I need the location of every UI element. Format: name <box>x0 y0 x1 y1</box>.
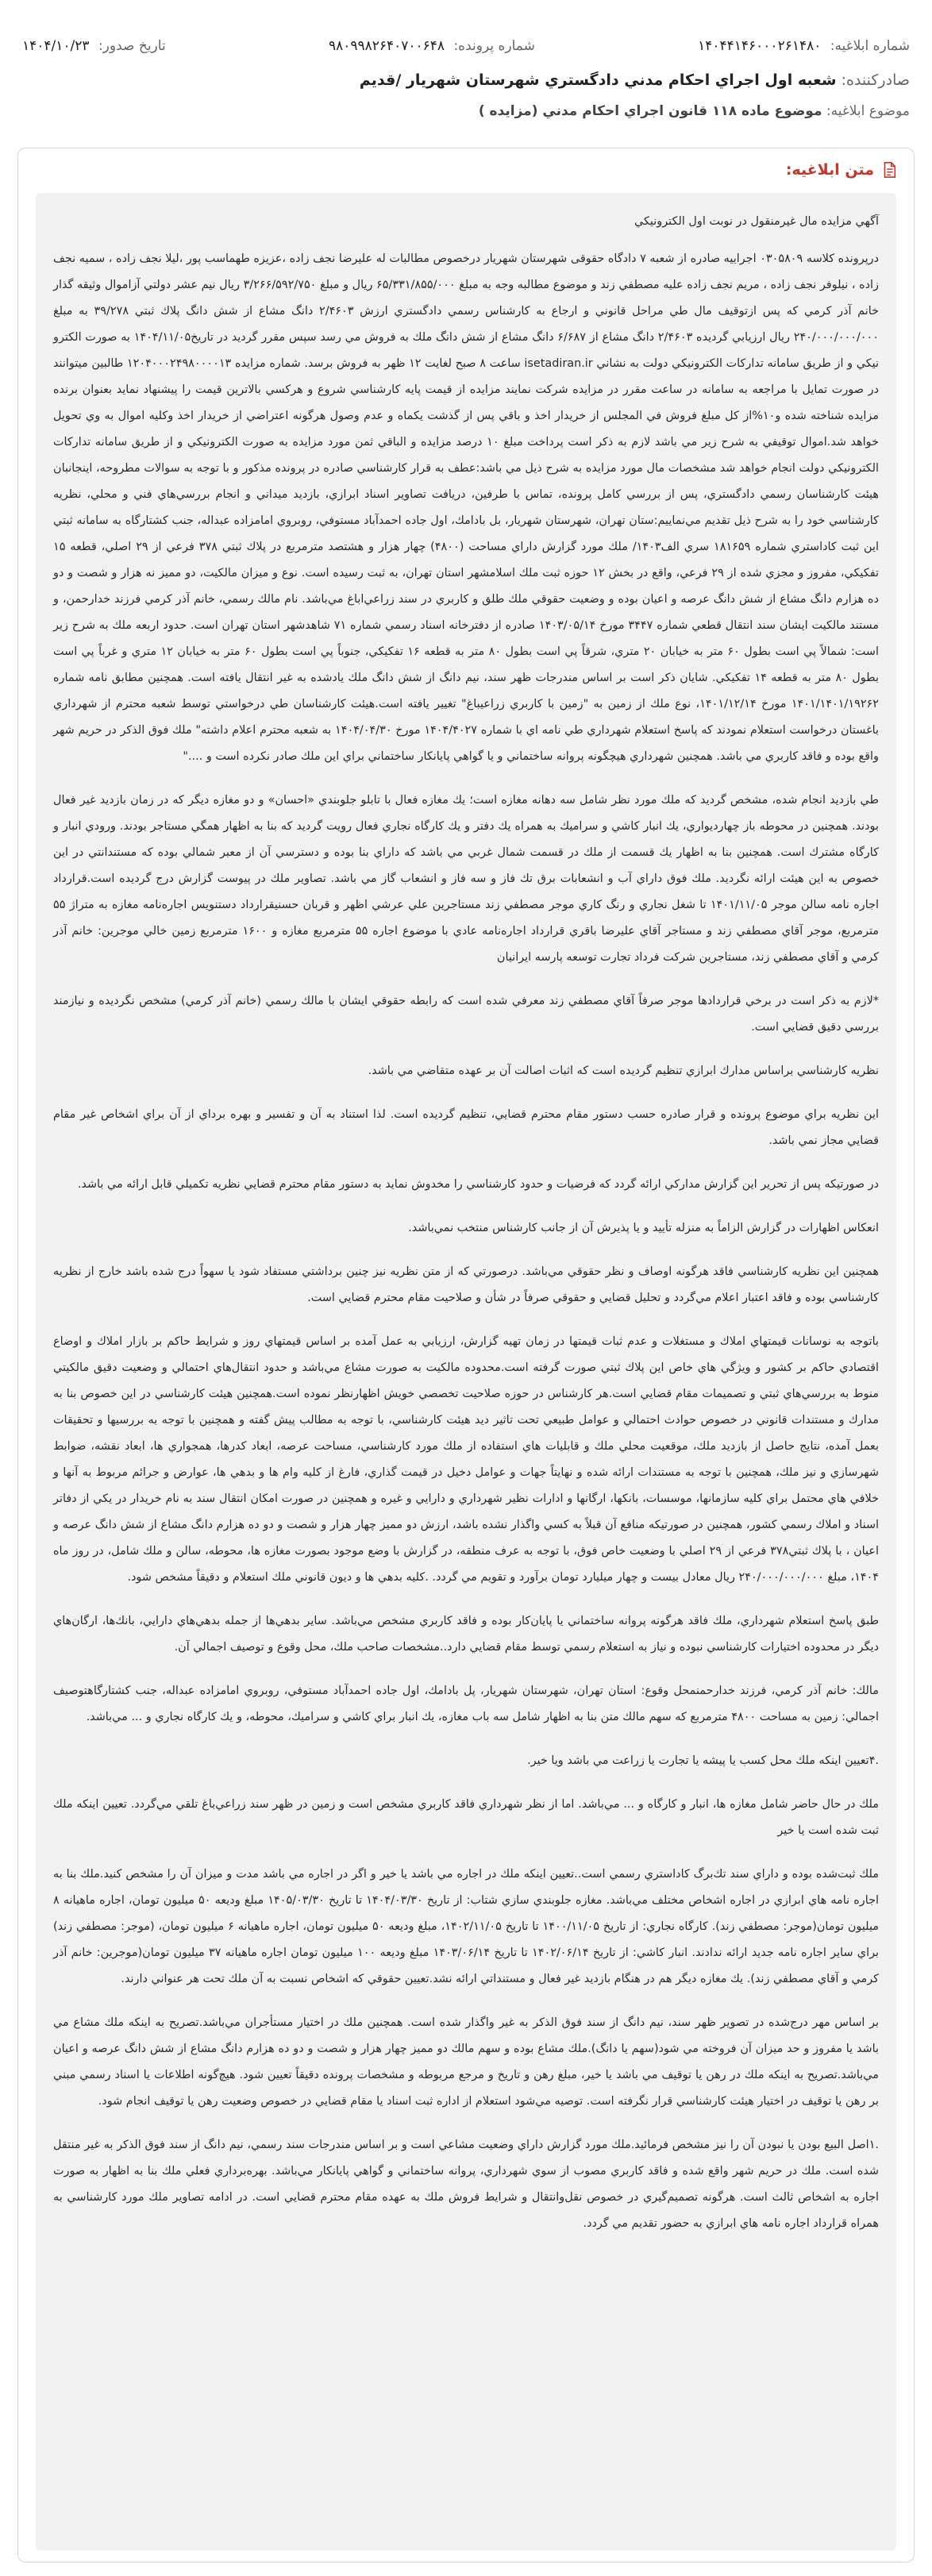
subject-label: موضوع ابلاغیه: <box>826 103 910 119</box>
subject-value: موضوع ماده ۱۱۸ قانون اجراي احكام مدني (مزايده ) <box>478 103 822 119</box>
notice-text-body <box>36 193 896 2551</box>
paragraph: *لازم به ذكر است در برخي قراردادها موجر صرفاً آقاي مصطفي زند معرفي شده است كه رابطه حقوقي ايشان با مالك رسمي (خانم آذر كرمي) مشخص نگرديده و نيازمند بررسي دقيق قضايي است. <box>53 995 879 1034</box>
issuer-label: صادرکننده: <box>841 71 910 89</box>
notice-meta-row <box>22 38 910 54</box>
issue-date-value: ۱۴۰۴/۱۰/۲۳ <box>22 38 90 54</box>
paragraph: طي بازديد انجام شده، مشخص گرديد كه ملك مورد نظر شامل سه دهانه مغازه است؛ يك مغازه فعال با تابلو جلوبندي «احسان» و دو مغازه ديگر كه در زمان بازديد غير فعال بودند. همچنين در محوطه باز چهاردیواري، يك انبار كاشي و سراميك به همراه يك دفتر و يك كارگاه نجاري فعال رويت گرديد كه بنا به اظهار همگي مستاجر بودند. ورودي انبار و كارگاه مشترك است. همچنين بنا به اظهار يك قسمت از ملك در قسمت شمال غربي مي باشد كه داراي بنا بوده و دسترسي آن از معبر شمالي بوده كه مستندانتي در اين خصوص به اين هيئت ارائه نگرديد. ملك فوق داراي آب و انشعابات برق تك فاز و سه فاز و انشعاب گاز مي باشد. تصاوير ملك در پيوست گزارش درج گرديده است.قرارداد اجاره نامه سالن موجر ۱۴۰۱/۱۱/۰۵ تا شغل نجاري و رنگ كاري موجر مصطفي زند مستاجرين علي عرشي اظهر و قربان حسنيقرارداد دستنويس اجاره‌نامه مغازه به متراژ ۵۵ مترمربع، موجر آقاي مصطفي زند و مستاجر آقاي عليرضا باقري قرارداد اجاره‌نامه عادي با موضوع اجاره ۵۵ مترمربع مغازه و ۱۶۰۰ مترمربع زمين خالي موجرين: خانم آذر كرمي و آقاي مصطفي زند، مستاجرين شركت فرداد تجارت توسعه پارسه ايرانيان <box>53 794 879 964</box>
paragraph: .۱اصل البيع بودن يا نبودن آن را نيز مشخص فرمائيد.ملك مورد گزارش داراي وضعيت مشاعي است و بر اساس مندرجات سند رسمي، نيم دانگ از سند فوق الذكر به غير منتقل شده است. ملك در حريم شهر واقع شده و فاقد كاربري مصوب از سوي شهرداري، پروانه ساختماني و گواهي پايانكار مي‌باشد. بهره‌برداري فعلي ملك بنا به اظهار به صورت اجاره به اشخاص ثالث است. هرگونه تصميم‌گيري در خصوص نقل‌وانتقال و شرايط فروش ملك به عهده مقام محترم قضايي است. در ادامه تصاوير ملك مورد كارشناسي به همراه قرارداد اجاره نامه هاي ابرازي به حضور تقديم مي گردد. <box>53 2139 879 2230</box>
paragraph: درپرونده كلاسه ۰۳۰۵۸۰۹ اجراييه صادره از شعبه ۷ دادگاه حقوقی شهرستان شهريار درخصوص مطالبات له عليرضا نجف زاده ،عزيزه طهماسب پور ،ليلا نجف زاده ، سميه نجف زاده ، نيلوفر نجف زاده ، مريم نجف زاده عليه مصطفي زند و موضوع مطالبه وجه به مبلغ ۶۵/۳۳۱/۸۵۵/۰۰۰ ريال و مبلغ ۳/۲۶۶/۵۹۲/۷۵۰ ريال نيم عشر دولتي آزاموال وثيقه گذار خانم آذر كرمي كه پس ازتوقيف مال طي مراحل قانوني و ارجاع به كارشناس رسمي دادگستري ارزش ۲/۴۶۰۳ دانگ مشاع از شش دانگ پلاك ثبتي ۳۹/۲۷۸ به مبلغ ۲۴۰/۰۰۰/۰۰۰/۰۰۰ ريال ارزيابي گرديده ۲/۴۶۰۳ دانگ مشاع از ۶/۶۸۷ دانگ مشاع از شش دانگ ملك به فروش مي رسد سپس مقرر گرديد در تاريخ۱۴۰۴/۱۱/۰۵ به صورت الكترو نيكي و از طريق سامانه تداركات الكترونيكي دولت به نشاني isetadiran.ir ساعت ۸ صبح لغايت ۱۲ ظهر به فروش برسد. شماره مزايده ۱۲۰۴۰۰۰۲۴۹۸۰۰۰۰۱۳ طالبين ميتوانند در صورت تمايل با مراجعه به سامانه در ساعت مقرر در مزايده شركت نمايند مزايده از قيمت پايه كارشناسي شروع و هركسي بالاترين قيمت را پيشنهاد نمايد بعنوان برنده مزايده شناخته شده و۱۰%از كل مبلغ فروش في المجلس از خريدار اخذ و باقي پس از گذشت يكماه و عدم وصول هرگونه اعتراضي از خريدار اخذ وكليه اموال به وي تحويل خواهد شد.اموال توقيفي به شرح زير مي باشد لازم به ذكر است پرداخت مبلغ ۱۰ درصد مزايده و الباقي ثمن مورد مزايده به صورت الكترونيكي و از طريق سامانه تداركات الكترونيكي دولت انجام خواهد شد مشخصات مال مورد مزايده به شرح ذيل مي باشد:عطف به قرار كارشناسي صادره در پرونده مذكور و با توجه به سوالات مطروحه، اينجانبان هيئت كارشناسان رسمي دادگستري، پس از بررسي كامل پرونده، تماس با طرفين، دريافت تصاوير اسناد ابرازي، بازديد ميداني و انجام بررسي‌هاي فني و محلي، نظريه كارشناسي خود را به شرح ذيل تقديم مي‌نماييم:ستان تهران، شهرستان شهريار، بل بادامك، اول جاده احمدآباد مستوفي، روبروي امامزاده عبداله، جنب كشتارگاه به سامانه ثبتي اين ثبت كاداستري شماره ۱۸۱۶۵۹ سري الف۱۴۰۳/ ملك مورد گزارش داراي مساحت (۴۸۰۰) چهار هزار و هشتصد مترمربع در پلاك ثبتي ۳۷۸ فرعي از ۲۹ اصلي، قطعه ۱۵ تفكيكي، مفروز و مجزي شده از ۲۹ فرعي، واقع در بخش ۱۲ حوزه ثبت ملك اسلامشهر استان تهران، به ثبت رسيده است. نوع و ميزان مالكيت، دو مميز نه هزار و شصت و دو ده هزارم دانگ مشاع از شش دانگ عرصه و اعيان بوده و وضعيت حقوقي ملك طلق و كاربري در سند زراعي‌اباغ مي‌باشد. نام مالك رسمي، خانم آذر كرمي فرزند خدارحمن، و مستند مالكيت ايشان سند انتقال قطعي شماره ۳۴۴۷ مورخ ۱۴۰۳/۰۵/۱۴ صادره از دفترخانه اسناد رسمي شماره ۷۱ شاهدشهر استان تهران است. حدود اربعه ملك به شرح زير است: شمالاً پي است بطول ۶۰ متر به خيابان ۲۰ متري، شرقاً پي است بطول ۸۰ متر به قطعه ۱۶ تفكيكي، جنوباً پي است بطول ۶۰ متر به خيابان ۱۲ متري و غرباً پي است بطول ۸۰ متر به قطعه ۱۴ تفكيكي. شايان ذكر است بر اساس مندرجات ظهر سند، نيم دانگ از شش دانگ ملك يادشده به غير انتقال يافته است. همچنين مطابق نامه شماره ۱۴۰۱/۱۴۰۱/۱۹۲۶۲ مورخ ۱۴۰۱/۱۲/۱۴، نوع ملك از زمين به "زمين با كاربري زراعيباغ" تغيير يافته است.هيئت كارشناسان طي درخواستي توسط شعبه محترم از شهرداري باغستان درخواست استعلام نمودند كه پاسخ استعلام شهرداري طي نامه اي با شماره ۱۴۰۴/۴۰۲۷ مورخ ۱۴۰۴/۰۴/۳۰ به شعبه محترم اعلام داشته" ملك فوق الذكر در حريم شهر واقع بوده و فاقد كاربري مي باشد. همچنين شهرداري هيچگونه پروانه ساختماني و يا گواهي پايانكار ساختماني براي اين ملك صادر نكرده است و ...." <box>53 252 880 763</box>
issue-date <box>22 38 166 54</box>
paragraph: مالك: خانم آذر كرمي، فرزند خدارحمنمحل وقوع: استان تهران، شهرستان شهريار، پل بادامك، اول جاده احمدآباد مستوفي، روبروي امامزاده عبداله، جنب كشتارگاهتوصيف اجمالي: زمين به مساحت ۴۸۰۰ مترمربع كه سهم مالك متن بنا به اظهار شامل سه باب مغازه، يك انبار براي كاشي و سراميك، محوطه، و يك كارگاه نجاري و ... مي‌باشد. <box>53 1685 879 1723</box>
notice-text-card <box>17 148 915 2563</box>
issue-date-label: تاریخ صدور: <box>98 38 166 54</box>
paragraph: همچنين اين نظريه كارشناسي فاقد هرگونه اوصاف و نظر حقوقي مي‌باشد. درصورتي كه از متن نظريه نيز چنين برداشتي مستفاد شود يا سهواً درج شده باشد خارج از نظريه كارشناسي بوده و فاقد اعتبار اعلام مي‌گردد و تحليل قضايي و حقوقي صرفاً در شأن و صلاحيت مقام محترم قضايي است. <box>53 1265 879 1304</box>
paragraph: باتوجه به نوسانات قيمتهاي املاك و مستغلات و عدم ثبات قيمتها در زمان تهيه گزارش، ارزيابي به عمل آمده بر اساس قيمتهاي روز و شرايط حاكم بر بازار املاك و اوضاع اقتصادي حاكم بر كشور و ويژگي هاي خاص اين پلاك ثبتي صورت گرفته است.محدوده مالكيت به صورت مشاع مي‌باشد و حدود انتقال‌هاي احتمالي و وضعيت دقيق مالكيتي منوط به بررسي‌هاي ثبتي و تصميمات مقام قضايي است.هر كارشناس در حوزه صلاحيت تخصصي خويش اظهارنظر نموده است.همچنين هيئت كارشناسي در اين خصوص بنا به مدارك و مستندات قانوني در خصوص حوادث احتمالي و عوامل طبيعي تحت تاثير ديد هيئت كارشناسي، با توجه به مطالب پيش گفته و همچنين با توجه به بررسيها و تحقيقات بعمل آمده، نتايج حاصل از بازديد ملك، موقعيت محلي ملك و قابليات هاي استفاده از ملك مورد كارشناسي، مساحت عرصه، ابعاد كدرها، همجواري ها، ابعاد نقشه، ضوابط شهرسازي و نيز ملك، همچنين با توجه به مستندات ارائه شده و نهايتاً جهات و عوامل دخيل در قيمت گذاري، فارغ از كليه وام ها و بدهي ها، عوارض و جرائم مربوط به آنها و خلافي هاي محتمل براي كليه سازمانها، موسسات، بانكها، ارگانها و ادارات نظير شهرداري و دارايي و غيره و همچنين در صورت امكان انتقال سند به نام خريدار در يكي از دفاتر اسناد و املاك رسمي كشور، همچنين در صورتيكه منافع آن قبلاً به كسي واگذار نشده باشد، ارزش دو مميز چهار هزار و شصت و دو ده هزارم دانگ مشاع از شش دانگ عرصه و اعيان ، با پلاك ثبتي۳۷۸ فرعي از ۲۹ اصلي با وضعيت خاص فوق، با توجه به عرف منطقه، در گزارش با وضع موجود بصورت مغازه ها، محوطه، سالن و ملك شامل، در روز ماه ۱۴۰۴، مبلغ ۲۴۰/۰۰۰/۰۰۰/۰۰۰ ريال معادل بيست و چهار ميليارد تومان برآورد و تقويم مي گردد. .كليه بدهي ها و دیون قانوني ملك استعلام و دقيقاً مشخص شود. <box>53 1335 879 1584</box>
notice-number-label: شماره ابلاغیه: <box>830 38 910 54</box>
paragraph: در صورتيكه پس از تحرير اين گزارش مدارکي ارائه گردد كه فرضيات و حدود كارشناسي را مخدوش نمايد به دستور مقام محترم قضايي نظريه تكميلي قابل ارائه مي باشد. <box>77 1178 879 1191</box>
paragraph: ملك در حال حاضر شامل مغازه ها، انبار و كارگاه و ... مي‌باشد. اما از نظر شهرداري فاقد كاربري مشخص است و زمين در ظهر سند زراعي‌باغ تلقي مي‌گردد. تعيين اينكه ملك ثبت شده است يا خير <box>53 1798 879 1837</box>
case-number <box>329 38 535 54</box>
paragraph: بر اساس مهر درج‌شده در تصوير ظهر سند، نيم دانگ از سند فوق الذكر به غير واگذار شده است. همچنين ملك در اختيار مستأجران مي‌باشد.تصريح به اينكه ملك مشاع مي باشد يا مفروز و حد ميزان آن فروخته مي شود(سهم يا دانگ).ملك مشاع بوده و سهم مالك دو مميز چهار هزار و شصت و دو ده هزارم دانگ مشاع از شش دانگ عرصه و اعيان مي‌باشد.تصريح به اينكه ملك در رهن يا توقيف مي باشد يا خير، مبلغ رهن و تاريخ و مرجع مربوطه و مشخصات پرونده دقيقاً تعيين شود. هيچ‌گونه اطلاعات يا اسناد رسمي مبني بر رهن يا توقيف در اختيار هيئت كارشناسي قرار نگرفته است. توصيه مي‌شود استعلام از اداره ثبت اسناد يا مقام قضايي در خصوص وضعيت رهن يا توقيف انجام شود. <box>53 2016 879 2108</box>
notice-text-heading-label: متن ابلاغیه: <box>785 161 874 179</box>
case-number-label: شماره پرونده: <box>453 38 535 54</box>
case-number-value: ۹۸۰۹۹۸۲۶۴۰۷۰۰۶۴۸ <box>328 38 445 54</box>
paragraph: اين نظريه براي موضوع پرونده و قرار صادره حسب دستور مقام محترم قضايي، تنظيم گرديده است. لذا استناد به آن و تفسير و بهره برداي از آن براي اشخاص غير مقام قضايي مجاز نمي باشد. <box>53 1108 879 1147</box>
issuer-value: شعبه اول اجراي احكام مدني دادگستري شهرستان شهريار /قديم <box>359 71 837 89</box>
paragraph: .۴تعيين اينكه ملك محل كسب يا پيشه يا تجارت يا زراعت مي باشد ويا خير. <box>527 1754 879 1767</box>
subject-row <box>22 103 910 119</box>
issuer-row <box>22 71 910 89</box>
paragraph: ملك ثبت‌شده بوده و داراي سند تك‌برگ كاداستري رسمي است..تعيين اينكه ملك در اجاره مي باشد يا خير و اگر در اجاره مي باشد مدت و ميزان آن را مشخص كنيد.ملك بنا به اجاره نامه هاي ابرازي در اجاره اشخاص مختلف مي‌باشد. مغازه جلوبندي سازي شتاب: از تاريخ ۱۴۰۴/۰۳/۳۰ تا تاريخ ۱۴۰۵/۰۳/۳۰ مبلغ وديعه ۵۰ ميليون تومان، اجاره ماهيانه ۸ ميليون تومان(موجر: مصطفي زند). كارگاه نجاري: از تاريخ ۱۴۰۰/۱۱/۰۵ تا تاريخ ۱۴۰۲/۱۱/۰۵، مبلغ وديعه ۵۰ ميليون تومان، اجاره ماهيانه ۶ ميليون تومان، (موجر: مصطفي زند) براي ساير اجاره نامه جديد ارائه ندادند. انبار كاشي: از تاريخ ۱۴۰۲/۰۶/۱۴ تا تاريخ ۱۴۰۳/۰۶/۱۴ مبلغ وديعه ۱۰۰ ميليون تومان اجاره ماهيانه ۳۷ ميليون تومان(موجرين: خانم آذر كرمي و آقاي مصطفي زند). يك مغازه ديگر هم در هنگام بازديد غير فعال و مستنداتي ارائه نشد.تعيين حقوقي كه اشخاص نسبت به آن ملك تحت هر عنواني دارند. <box>53 1868 880 1985</box>
notice-number <box>698 38 910 54</box>
notice-text-heading <box>18 148 914 187</box>
paragraph: انعكاس اظهارات در گزارش الزاماً به منزله تأييد و يا پذيرش آن از جانب كارشناس منتخب نمي‌باشد. <box>408 1222 879 1234</box>
notice-header <box>0 0 932 143</box>
notice-number-value: ۱۴۰۴۴۱۴۶۰۰۰۲۶۱۴۸۰ <box>698 38 822 54</box>
paragraph: طبق پاسخ استعلام شهرداري، ملك فاقد هرگونه پروانه ساختماني يا پايان‌كار بوده و فاقد كاربري مشخص مي‌باشد. ساير بدهي‌ها از جمله بدهي‌هاي دارايي، بانك‌ها، ارگان‌هاي ديگر در محدوده اختيارات كارشناسي نبوده و نياز به استعلام رسمي توسط مقام قضايي دارد..مشخصات صاحب ملك، محل وقوع و توصيف اجمالي آن. <box>53 1615 879 1654</box>
auction-title: آگهي مزايده مال غيرمنقول در نوبت اول الكترونيكي <box>634 215 879 228</box>
paragraph: نظريه كارشناسي براساس مدارك ابرازي تنظيم گرديده است كه اثبات اصالت آن بر عهده متقاضي مي باشد. <box>368 1065 879 1077</box>
document-icon <box>880 161 898 179</box>
